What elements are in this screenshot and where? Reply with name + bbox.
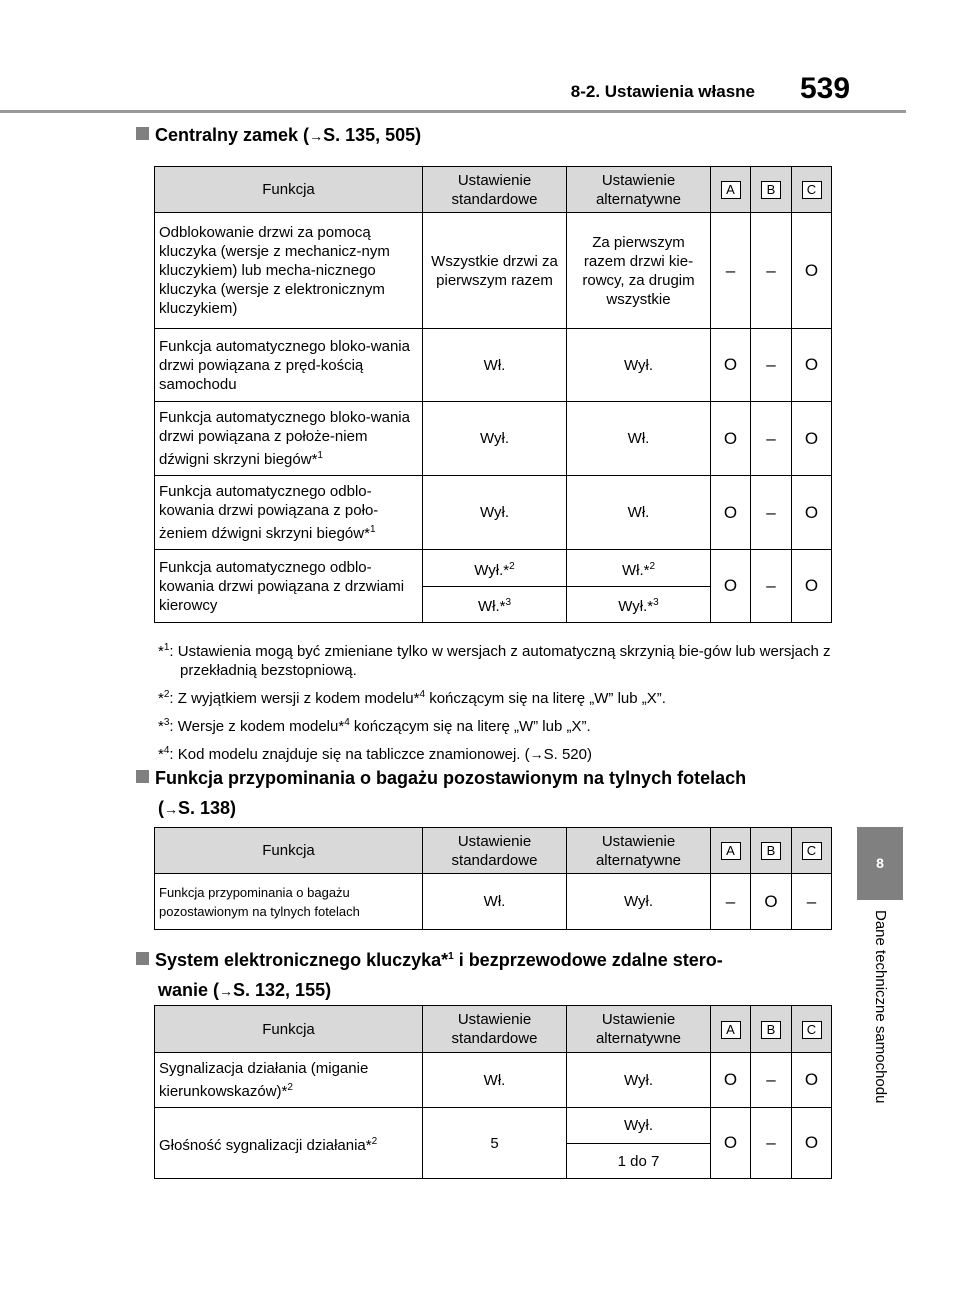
section-heading-central-lock: Centralny zamek (→S. 135, 505) (158, 120, 421, 151)
footnote: *$^1$: Ustawienia mogą być zmieniane tylko w wersjach z automatyczną skrzynią bie-gów lub wersjach z przekładnią bezstopniową. (158, 642, 831, 679)
table-central-lock (154, 166, 832, 623)
table-row: Funkcja automatycznego odblo-kowania drzwi powiązana z poło-żeniem dźwigni skrzyni biegów*$^1$ Wył. Wł. O – O (155, 476, 832, 550)
col-header-default: Ustawienie standardowe (423, 167, 567, 213)
col-header-function: Funkcja (155, 167, 423, 213)
col-header-a: A (711, 167, 751, 213)
footnote: *$^4$: Kod modelu znajduje się na tabliczce znamionowej. (→S. 520) (158, 745, 592, 763)
footnotes (158, 638, 838, 769)
footnote: *$^3$: Wersje z kodem modelu*$^4$ kończącym się na literę „W” lub „X”. (158, 717, 591, 735)
arrow-right-icon: → (309, 128, 324, 144)
col-header-alternative: Ustawienie alternatywne (567, 828, 711, 874)
col-header-function: Funkcja (155, 1006, 423, 1053)
col-header-c: C (792, 1006, 832, 1053)
header-divider (0, 110, 906, 113)
table-row: Głośność sygnalizacji działania*$^2$ 5 Wył. O – O (155, 1108, 832, 1144)
table-smart-key (154, 1005, 832, 1179)
arrow-right-icon: → (529, 746, 544, 762)
bullet-square-icon (136, 127, 149, 140)
col-header-c: C (792, 828, 832, 874)
col-header-b: B (751, 1006, 792, 1053)
col-header-alternative: Ustawienie alternatywne (567, 167, 711, 213)
section-heading-smart-key: System elektronicznego kluczyka*$^1$ i bezprzewodowe zdalne stero- wanie (→S. 132, 155) (158, 942, 838, 1006)
table-luggage-reminder (154, 827, 832, 930)
col-header-c: C (792, 167, 832, 213)
table-row: Odblokowanie drzwi za pomocą kluczyka (wersje z mechanicz-nym kluczykiem) lub mecha-nicznego kluczyka (wersje z elektronicznym kluczykiem) Wszystkie drzwi za pierwszym razem Za pierwszym razem drzwi kie-rowcy, za drugim wszystkie – – O (155, 213, 832, 329)
col-header-b: B (751, 167, 792, 213)
table-row: Sygnalizacja działania (miganie kierunkowskazów)*$^2$ Wł. Wył. O – O (155, 1053, 832, 1108)
bullet-square-icon (136, 770, 149, 783)
chapter-tab: 8 (857, 827, 903, 900)
col-header-a: A (711, 1006, 751, 1053)
section-heading-luggage-reminder: Funkcja przypominania o bagażu pozostawionym na tylnych fotelach (→S. 138) (158, 763, 838, 824)
bullet-square-icon (136, 952, 149, 965)
col-header-b: B (751, 828, 792, 874)
col-header-function: Funkcja (155, 828, 423, 874)
table-row: 1 do 7 (155, 1144, 832, 1179)
col-header-default: Ustawienie standardowe (423, 828, 567, 874)
chapter-title: Dane techniczne samochodu (872, 910, 889, 1104)
table-row: Funkcja automatycznego bloko-wania drzwi powiązana z położe-niem dźwigni skrzyni biegów*$^1$ Wył. Wł. O – O (155, 402, 832, 476)
col-header-default: Ustawienie standardowe (423, 1006, 567, 1053)
table-row: Funkcja przypominania o bagażu pozostawionym na tylnych fotelach Wł. Wył. – O – (155, 874, 832, 930)
col-header-alternative: Ustawienie alternatywne (567, 1006, 711, 1053)
table-row: Funkcja automatycznego odblo-kowania drzwi powiązana z drzwiami kierowcy Wył.*$^2$ Wł.*$^2$ O – O (155, 550, 832, 587)
table-row: Wł.*$^3$ Wył.*$^3$ (155, 587, 832, 623)
footnote: *$^2$: Z wyjątkiem wersji z kodem modelu*$^4$ kończącym się na literę „W” lub „X”. (158, 689, 666, 707)
arrow-right-icon: → (219, 983, 234, 999)
section-title: 8-2. Ustawienia własne (570, 82, 755, 101)
table-row: Funkcja automatycznego bloko-wania drzwi powiązana z pręd-kością samochodu Wł. Wył. O – O (155, 329, 832, 402)
col-header-a: A (711, 828, 751, 874)
page-number: 539 (800, 72, 851, 105)
arrow-right-icon: → (164, 801, 178, 817)
